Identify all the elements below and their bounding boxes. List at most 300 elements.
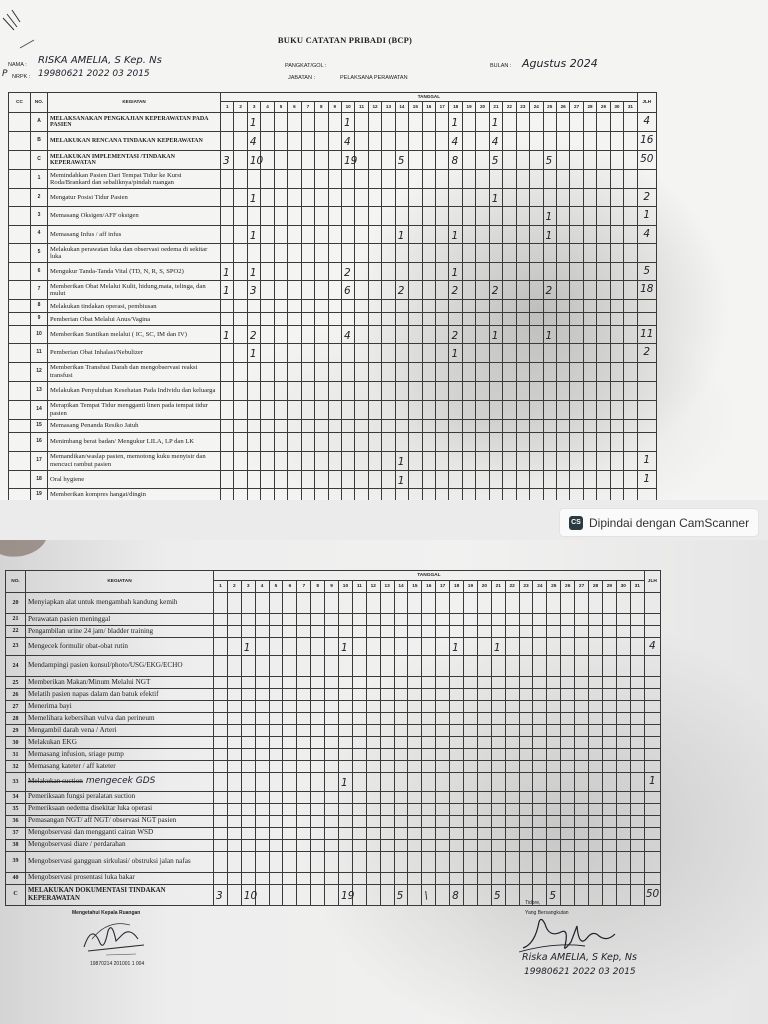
day-cell	[315, 262, 328, 280]
activity-cell	[26, 725, 214, 737]
day-cell	[395, 151, 408, 170]
day-cell	[589, 677, 603, 689]
day-cell	[297, 749, 311, 761]
day-cell	[301, 419, 314, 432]
day-cell	[234, 451, 247, 470]
day-cell	[241, 815, 255, 827]
day-cell	[436, 470, 449, 488]
day-cell	[491, 638, 505, 656]
day-cell	[409, 189, 422, 207]
day-cell	[328, 300, 341, 313]
day-cell	[395, 451, 408, 470]
activity-label: Memindahkan Pasien Dari Tempat Tidur ke Kursi Roda/Brankard dan sebaliknya/pindah ruangan	[50, 171, 182, 186]
day-cell	[436, 593, 450, 614]
activity-cell	[48, 113, 221, 132]
day-cell	[297, 815, 311, 827]
day-cell	[630, 713, 644, 725]
day-cell	[288, 225, 301, 243]
day-cell	[583, 189, 596, 207]
day-cell	[269, 713, 283, 725]
day-cell	[311, 626, 325, 638]
activity-cell	[26, 827, 214, 839]
day-cell	[366, 638, 380, 656]
day-cell	[543, 262, 556, 280]
day-cell	[491, 884, 505, 905]
day-cell	[341, 170, 354, 189]
day-cell	[297, 689, 311, 701]
day-cell	[247, 189, 260, 207]
day-cell	[589, 701, 603, 713]
day-cell	[516, 419, 529, 432]
day-cell	[241, 614, 255, 626]
day-cell	[476, 451, 489, 470]
activity-cell	[48, 281, 221, 300]
day-cell	[476, 207, 489, 225]
day-cell	[339, 677, 353, 689]
day-cell	[462, 451, 475, 470]
day-cell	[301, 432, 314, 451]
tally-mark: 1	[249, 117, 257, 130]
day-cell	[477, 791, 491, 803]
day-cell	[274, 419, 287, 432]
day-cell	[503, 432, 516, 451]
day-cell	[491, 713, 505, 725]
activity-cell	[26, 851, 214, 872]
day-cell	[547, 827, 561, 839]
tally-mark: 5	[493, 889, 501, 902]
day-cell	[422, 262, 435, 280]
day-cell	[575, 884, 589, 905]
day-cell	[556, 132, 569, 151]
day-cell	[368, 488, 381, 500]
day-cell	[491, 827, 505, 839]
day-cell	[288, 419, 301, 432]
day-cell	[561, 701, 575, 713]
day-cell	[422, 803, 436, 815]
day-cell	[602, 773, 616, 791]
day-cell	[519, 689, 533, 701]
day-cell	[339, 761, 353, 773]
table-row	[9, 113, 657, 132]
day-header-24: 24	[533, 581, 547, 593]
day-cell	[368, 432, 381, 451]
day-cell	[341, 381, 354, 400]
day-cell	[464, 593, 478, 614]
day-cell	[315, 488, 328, 500]
day-cell	[422, 827, 436, 839]
day-cell	[597, 313, 610, 326]
day-cell	[339, 773, 353, 791]
day-cell	[561, 803, 575, 815]
table-row	[9, 362, 657, 381]
day-cell	[533, 839, 547, 851]
day-cell	[261, 113, 274, 132]
activity-cell	[48, 419, 221, 432]
day-cell	[516, 470, 529, 488]
day-cell	[436, 488, 449, 500]
day-cell	[556, 113, 569, 132]
day-cell	[255, 851, 269, 872]
nama-label: NAMA :	[8, 62, 27, 68]
day-cell	[489, 300, 502, 313]
day-cell	[505, 626, 519, 638]
day-cell	[315, 451, 328, 470]
table-row	[9, 243, 657, 262]
day-cell	[602, 872, 616, 884]
day-cell	[328, 225, 341, 243]
tally-mark: 1	[341, 777, 348, 790]
day-cell	[341, 313, 354, 326]
day-cell	[408, 689, 422, 701]
jlh-cell	[644, 677, 660, 689]
day-cell	[533, 725, 547, 737]
jlh-cell: 50	[637, 151, 656, 170]
day-cell	[476, 113, 489, 132]
activity-cell	[26, 872, 214, 884]
day-cell	[255, 638, 269, 656]
day-cell	[382, 243, 395, 262]
activity-label: Mengobservasi gangguan sirkulasi/ obstruksi jalan nafas	[28, 856, 191, 865]
day-cell	[630, 656, 644, 677]
day-header-10: 10	[341, 102, 354, 113]
jabatan-label: JABATAN :	[288, 75, 315, 81]
table-row	[9, 381, 657, 400]
day-cell	[476, 432, 489, 451]
day-cell	[570, 207, 583, 225]
tally-mark: 1	[451, 229, 459, 242]
day-cell	[297, 638, 311, 656]
day-cell	[380, 689, 394, 701]
day-cell	[589, 872, 603, 884]
day-cell	[476, 419, 489, 432]
cc-cell	[9, 225, 31, 243]
day-cell	[341, 281, 354, 300]
tally-mark: 19	[343, 155, 358, 168]
day-cell	[489, 113, 502, 132]
day-cell	[366, 803, 380, 815]
day-cell	[616, 638, 630, 656]
activity-label: Memelihara kebersihan vulva dan perineum	[28, 713, 155, 722]
activity-cell	[26, 626, 214, 638]
day-cell	[368, 451, 381, 470]
day-cell	[476, 362, 489, 381]
day-header-4: 4	[261, 102, 274, 113]
day-cell	[380, 593, 394, 614]
camscanner-icon: CS	[569, 516, 583, 530]
day-cell	[489, 151, 502, 170]
activity-label: Mengecek formulir obat-obat rutin	[28, 641, 128, 650]
day-cell	[382, 400, 395, 419]
day-cell	[516, 262, 529, 280]
day-cell	[214, 701, 228, 713]
day-cell	[462, 381, 475, 400]
day-cell	[561, 725, 575, 737]
day-cell	[422, 432, 435, 451]
table-row	[9, 313, 657, 326]
day-cell	[234, 281, 247, 300]
day-cell	[227, 614, 241, 626]
jlh-cell: 5	[637, 262, 656, 280]
day-cell	[547, 749, 561, 761]
day-cell	[503, 381, 516, 400]
activity-cell	[48, 189, 221, 207]
day-cell	[301, 488, 314, 500]
day-cell	[328, 207, 341, 225]
signer-name: Riska AMELIA, S Kep, Ns	[522, 952, 637, 963]
row-number: B	[31, 132, 48, 151]
day-cell	[543, 225, 556, 243]
tally-mark: 1	[243, 642, 251, 654]
day-cell	[489, 132, 502, 151]
day-cell	[269, 761, 283, 773]
day-cell	[288, 400, 301, 419]
tally-mark: 1	[341, 642, 348, 654]
day-cell	[380, 626, 394, 638]
day-cell	[328, 326, 341, 344]
day-cell	[530, 362, 543, 381]
day-cell	[464, 737, 478, 749]
day-cell	[288, 151, 301, 170]
day-cell	[602, 851, 616, 872]
day-cell	[477, 626, 491, 638]
tally-mark: 4	[451, 136, 459, 149]
day-cell	[311, 872, 325, 884]
cc-cell	[9, 419, 31, 432]
activity-label: Melakukan Penyuluhan Kesehatan Pada Individu dan keluarga	[50, 387, 216, 395]
day-cell	[516, 113, 529, 132]
day-cell	[597, 400, 610, 419]
day-cell	[261, 432, 274, 451]
day-header-26: 26	[561, 581, 575, 593]
tally-mark: 4	[343, 330, 351, 343]
activity-cell	[48, 170, 221, 189]
day-cell	[395, 243, 408, 262]
day-cell	[214, 761, 228, 773]
day-cell	[227, 773, 241, 791]
day-cell	[341, 207, 354, 225]
day-cell	[355, 381, 368, 400]
day-cell	[352, 701, 366, 713]
day-cell	[589, 884, 603, 905]
table-row	[9, 432, 657, 451]
activity-cell	[26, 638, 214, 656]
day-cell	[221, 225, 234, 243]
day-cell	[422, 170, 435, 189]
day-cell	[368, 207, 381, 225]
cc-cell	[9, 313, 31, 326]
table-row	[6, 638, 661, 656]
row-number: 31	[6, 749, 26, 761]
day-cell	[464, 815, 478, 827]
table-row	[6, 749, 661, 761]
day-cell	[602, 593, 616, 614]
day-cell	[368, 326, 381, 344]
day-cell	[449, 281, 462, 300]
day-cell	[341, 151, 358, 170]
day-cell	[366, 677, 380, 689]
day-cell	[477, 713, 491, 725]
day-cell	[570, 300, 583, 313]
day-cell	[341, 362, 354, 381]
day-cell	[616, 701, 630, 713]
day-cell	[505, 656, 519, 677]
jabatan-value: PELAKSANA PERAWATAN	[340, 75, 408, 81]
day-cell	[382, 225, 395, 243]
day-cell	[352, 884, 366, 905]
table-row	[6, 737, 661, 749]
day-cell	[274, 207, 287, 225]
jlh-cell: 2	[637, 189, 656, 207]
day-cell	[366, 614, 380, 626]
activity-label: Memasang Oksigen/AFF oksigen	[50, 212, 139, 220]
tally-mark: 1	[249, 229, 257, 242]
day-header-17: 17	[436, 102, 449, 113]
day-cell	[422, 113, 435, 132]
day-cell	[630, 884, 644, 905]
row-number: 35	[6, 803, 26, 815]
day-cell	[214, 791, 228, 803]
row-number: 38	[6, 839, 26, 851]
day-cell	[489, 362, 502, 381]
day-cell	[503, 225, 516, 243]
day-cell	[274, 451, 287, 470]
tally-mark: 1	[249, 193, 257, 205]
day-cell	[505, 839, 519, 851]
activity-cell	[26, 749, 214, 761]
day-cell	[409, 362, 422, 381]
day-cell	[436, 132, 449, 151]
day-cell	[366, 761, 380, 773]
activity-label: Memberikan Obat Melalui Kulit, hidung,mata, telinga, dan mulut	[50, 282, 206, 298]
row-number: 10	[31, 326, 48, 344]
day-cell	[234, 381, 247, 400]
day-cell	[341, 400, 354, 419]
jlh-cell	[644, 713, 660, 725]
jlh-cell: 11	[637, 326, 656, 344]
day-cell	[476, 132, 489, 151]
day-cell	[341, 451, 354, 470]
day-cell	[380, 803, 394, 815]
day-cell	[311, 827, 325, 839]
day-cell	[214, 614, 228, 626]
day-cell	[234, 225, 247, 243]
day-cell	[561, 737, 575, 749]
day-cell	[516, 207, 529, 225]
day-cell	[382, 113, 395, 132]
day-cell	[491, 701, 505, 713]
day-cell	[395, 262, 408, 280]
day-cell	[575, 656, 589, 677]
day-cell	[339, 872, 353, 884]
day-cell	[589, 593, 603, 614]
day-cell	[561, 677, 575, 689]
day-cell	[610, 362, 623, 381]
scanned-page-1	[0, 0, 768, 500]
day-cell	[255, 749, 269, 761]
activity-cell	[26, 791, 214, 803]
row-number: 20	[6, 593, 26, 614]
day-cell	[283, 677, 297, 689]
day-cell	[247, 326, 260, 344]
day-cell	[311, 791, 325, 803]
day-cell	[394, 815, 408, 827]
day-cell	[583, 243, 596, 262]
day-cell	[533, 677, 547, 689]
day-cell	[274, 381, 287, 400]
day-header-11: 11	[352, 581, 366, 593]
cc-cell	[9, 432, 31, 451]
day-cell	[449, 262, 462, 280]
row-number: 36	[6, 815, 26, 827]
row-number: 27	[6, 701, 26, 713]
day-cell	[325, 815, 339, 827]
day-cell	[255, 803, 269, 815]
day-cell	[301, 132, 314, 151]
cc-cell	[9, 300, 31, 313]
day-cell	[341, 262, 354, 280]
day-cell	[394, 689, 408, 701]
day-cell	[368, 151, 381, 170]
day-cell	[570, 189, 583, 207]
day-cell	[436, 761, 450, 773]
day-cell	[380, 701, 394, 713]
day-cell	[274, 313, 287, 326]
day-cell	[602, 614, 616, 626]
day-cell	[630, 701, 644, 713]
day-cell	[394, 737, 408, 749]
table-row	[6, 872, 661, 884]
activity-label: Pemberian Obat Inhalasi/Nebulizer	[50, 349, 144, 357]
day-cell	[255, 839, 269, 851]
day-cell	[575, 677, 589, 689]
day-cell	[610, 225, 623, 243]
day-cell	[556, 262, 569, 280]
day-cell	[516, 400, 529, 419]
day-cell	[214, 677, 228, 689]
day-cell	[462, 207, 475, 225]
day-cell	[489, 281, 502, 300]
row-number: 5	[31, 243, 48, 262]
day-cell	[583, 470, 596, 488]
day-cell	[422, 381, 435, 400]
day-cell	[450, 689, 464, 701]
day-cell	[283, 737, 297, 749]
day-cell	[274, 170, 287, 189]
day-cell	[395, 362, 408, 381]
day-cell	[274, 400, 287, 419]
day-cell	[547, 626, 561, 638]
day-cell	[408, 725, 422, 737]
day-cell	[297, 872, 311, 884]
day-cell	[533, 761, 547, 773]
day-cell	[624, 362, 638, 381]
day-cell	[476, 281, 489, 300]
table-row	[9, 170, 657, 189]
day-header-2: 2	[234, 102, 247, 113]
jlh-cell: 1	[637, 470, 656, 488]
day-cell	[597, 362, 610, 381]
day-cell	[503, 113, 516, 132]
day-cell	[602, 677, 616, 689]
day-cell	[255, 737, 269, 749]
day-cell	[355, 419, 368, 432]
day-cell	[394, 803, 408, 815]
day-cell	[450, 677, 464, 689]
day-cell	[394, 701, 408, 713]
day-cell	[533, 656, 547, 677]
day-cell	[556, 362, 569, 381]
day-header-19: 19	[462, 102, 475, 113]
